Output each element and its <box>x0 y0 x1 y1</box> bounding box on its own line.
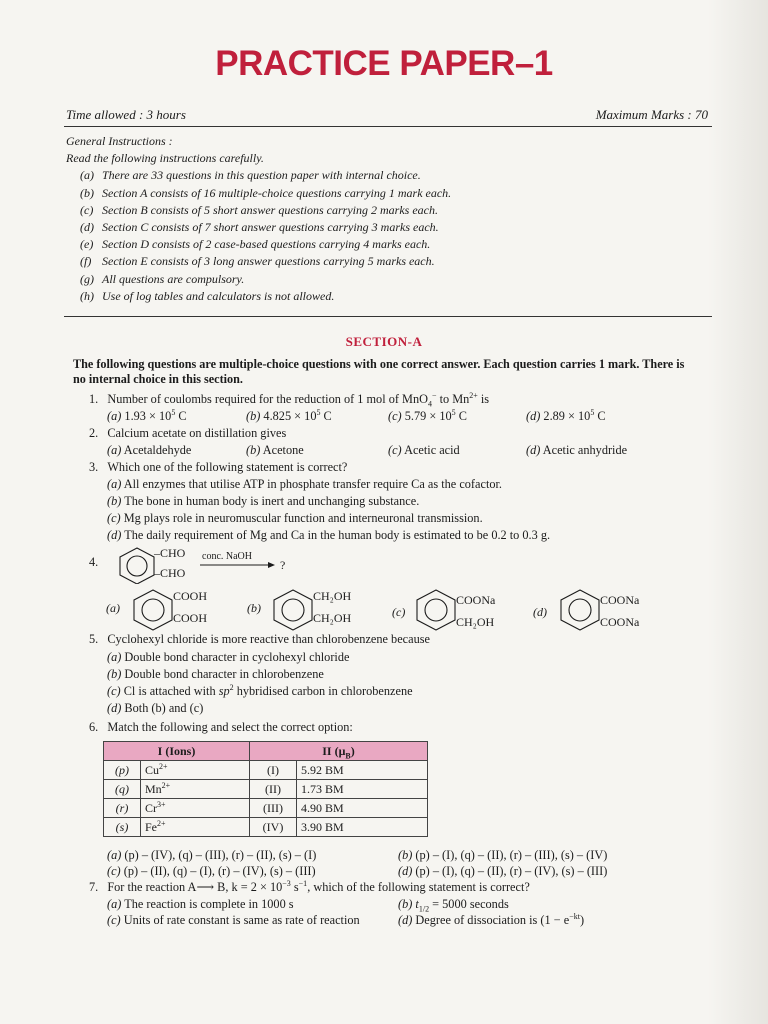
question-text: Which one of the following statement is correct? <box>107 460 348 474</box>
q2-option-b: (b) Acetone <box>246 443 304 457</box>
instruction-list <box>66 167 451 305</box>
match-table <box>103 741 428 837</box>
ion-cell: $Cu^{2+}$ <box>141 761 250 780</box>
q1-option-c: (c) $5.79 \times 10^5$ C <box>388 407 467 423</box>
q4-option-a-top: COOH <box>173 589 208 603</box>
question-text: Match the following and select the correct option: <box>107 720 353 734</box>
row-numeral: (III) <box>250 799 297 818</box>
ring-c <box>417 590 455 630</box>
q4-option-d-label: (d) <box>533 605 547 619</box>
instruction-text: Section D consists of 2 case-based questions carrying 4 marks each. <box>102 237 431 252</box>
instruction-label: (a) <box>80 168 94 183</box>
ring-a-inner <box>142 599 164 621</box>
question-4 <box>89 555 98 570</box>
instruction-text: Section B consists of 5 short answer questions carrying 2 marks each. <box>102 202 438 217</box>
moment-value: 4.90 BM <box>297 799 428 818</box>
question-text: Number of coulombs required for the reduction of 1 mol of MnO$_4$− to $Mn^{2+}$ is <box>107 390 490 409</box>
section-intro-line-1: The following questions are multiple-choice questions with one correct answer. Each question carries 1 mark. There is <box>73 357 685 371</box>
time-allowed: Time allowed : 3 hours <box>66 107 186 122</box>
question-3 <box>89 460 347 475</box>
q5-option-a: (a) Double bond character in cyclohexyl chloride <box>107 650 350 664</box>
instruction-label: (f) <box>80 254 92 269</box>
match-table-header <box>104 742 428 761</box>
q4-product: ? <box>280 558 286 572</box>
ion-cell: $Mn^{2+}$ <box>141 780 250 799</box>
page-edge-shadow <box>708 0 768 1024</box>
q7-option-c: (c) Units of rate constant is same as rate of reaction <box>107 913 360 927</box>
instruction-item <box>80 202 451 219</box>
q4-options <box>100 586 700 632</box>
row-label: (s) <box>104 818 141 837</box>
instruction-item <box>80 271 451 288</box>
read-line: Read the following instructions carefully. <box>66 151 264 166</box>
moment-value: 3.90 BM <box>297 818 428 837</box>
q4-reaction-diagram <box>100 544 330 584</box>
question-text: Cyclohexyl chloride is more reactive than chlorobenzene because <box>107 632 430 646</box>
column-ions: I (Ions) <box>104 742 250 761</box>
question-1 <box>89 392 489 407</box>
general-instructions <box>66 133 451 305</box>
q4-option-b-top: CH₂OH <box>313 589 352 603</box>
ion-cell: $Cr^{3+}$ <box>141 799 250 818</box>
instruction-item <box>80 185 451 202</box>
ring-b-inner <box>282 599 304 621</box>
moment-value: 5.92 BM <box>297 761 428 780</box>
instruction-text: Section E consists of 3 long answer questions carrying 5 marks each. <box>102 254 435 269</box>
instruction-label: (h) <box>80 288 94 303</box>
divider-mid <box>64 316 712 317</box>
ion-cell: $Fe^{2+}$ <box>141 818 250 837</box>
instruction-item <box>80 167 451 184</box>
q4-option-c-label: (c) <box>392 605 406 619</box>
section-title: SECTION-A <box>345 334 423 349</box>
q3-option-a: (a) All enzymes that utilise ATP in phosphate transfer require Ca as the cofactor. <box>107 477 502 491</box>
q4-option-a-label: (a) <box>106 601 120 615</box>
q5-option-c: (c) Cl is attached with $sp^2$ hybridised carbon in chlorobenzene <box>107 682 413 698</box>
q4-option-d-top: COONa <box>600 593 640 607</box>
q6-option-b: (b) (p) – (I), (q) – (II), (r) – (III), (s) – (IV) <box>398 848 608 862</box>
question-5 <box>89 632 430 647</box>
section-intro <box>73 357 723 387</box>
instruction-text: Use of log tables and calculators is not allowed. <box>102 288 335 303</box>
table-row <box>104 818 428 837</box>
question-number: 2. <box>89 426 99 440</box>
instruction-text: There are 33 questions in this question paper with internal choice. <box>102 168 421 183</box>
table-row <box>104 761 428 780</box>
arrow-head-icon <box>268 562 275 568</box>
table-row <box>104 780 428 799</box>
instruction-item <box>80 219 451 236</box>
q4-option-d-bottom: COONa <box>600 615 640 629</box>
question-text: Calcium acetate on distillation gives <box>107 426 287 440</box>
question-number: 6. <box>89 720 99 734</box>
row-numeral: (II) <box>250 780 297 799</box>
instruction-text: All questions are compulsory. <box>102 271 245 286</box>
instruction-text: Section A consists of 16 multiple-choice questions carrying 1 mark each. <box>102 185 452 200</box>
q7-option-a: (a) The reaction is complete in 1000 s <box>107 897 294 911</box>
q7-option-b: (b) $t_{1/2} = 5000$ seconds <box>398 897 509 914</box>
moment-value: 1.73 BM <box>297 780 428 799</box>
ring-a <box>134 590 172 630</box>
ring-d-inner <box>569 599 591 621</box>
q6-option-d: (d) (p) – (I), (q) – (II), (r) – (IV), (s) – (III) <box>398 864 608 878</box>
benzene-ring <box>120 548 154 584</box>
column-magnetic-moment: II $(\mu_B)$ <box>250 742 428 761</box>
general-heading: General Instructions : <box>66 134 173 148</box>
q4-option-b-label: (b) <box>247 601 261 615</box>
benzene-ring-inner <box>127 556 147 576</box>
instruction-label: (e) <box>80 237 94 252</box>
divider-top <box>64 126 712 127</box>
q3-option-b: (b) The bone in human body is inert and unchanging substance. <box>107 494 420 508</box>
q2-option-a: (a) Acetaldehyde <box>107 443 192 457</box>
q7-option-d: (d) Degree of dissociation is $(1 - e^{-kt})$ <box>398 911 585 927</box>
q1-option-b: (b) $4.825 \times 10^5$ C <box>246 407 332 423</box>
question-number: 3. <box>89 460 99 474</box>
section-intro-line-2: no internal choice in this section. <box>73 372 243 386</box>
question-number: 5. <box>89 632 99 646</box>
row-numeral: (IV) <box>250 818 297 837</box>
instruction-item <box>80 253 451 270</box>
q4-substituent-top: –CHO <box>154 546 186 560</box>
q5-option-b: (b) Double bond character in chlorobenzene <box>107 667 324 681</box>
q5-option-d: (d) Both (b) and (c) <box>107 701 204 715</box>
question-7 <box>89 880 530 895</box>
q2-option-d: (d) Acetic anhydride <box>526 443 628 457</box>
ring-c-inner <box>425 599 447 621</box>
q4-substituent-bottom: –CHO <box>154 566 186 580</box>
question-2 <box>89 426 286 441</box>
table-row <box>104 799 428 818</box>
instruction-item <box>80 236 451 253</box>
question-number: 7. <box>89 880 99 894</box>
q4-reagent: conc. NaOH <box>202 551 252 562</box>
row-label: (r) <box>104 799 141 818</box>
q4-option-a-bottom: COOH <box>173 611 208 625</box>
instruction-label: (c) <box>80 202 94 217</box>
paper-title: PRACTICE PAPER–1 <box>215 44 553 83</box>
q1-option-d: (d) $2.89 \times 10^5$ C <box>526 407 606 423</box>
maximum-marks: Maximum Marks : 70 <box>595 107 708 122</box>
ring-b <box>274 590 312 630</box>
question-number: 1. <box>89 392 99 406</box>
q4-option-c-top: COONa <box>456 593 496 607</box>
question-number: 4. <box>89 555 99 569</box>
instruction-label: (b) <box>80 185 94 200</box>
q3-option-c: (c) Mg plays role in neuromuscular function and interneuronal transmission. <box>107 511 483 525</box>
q6-option-c: (c) (p) – (II), (q) – (I), (r) – (IV), (s) – (III) <box>107 864 316 878</box>
q4-option-c-bottom: CH₂OH <box>456 615 495 629</box>
q1-option-a: (a) $1.93 \times 10^5$ C <box>107 407 187 423</box>
instruction-item <box>80 288 451 305</box>
ring-d <box>561 590 599 630</box>
row-label: (q) <box>104 780 141 799</box>
instruction-label: (d) <box>80 220 94 235</box>
question-text: For the reaction A⟶ B, $k = 2 \times 10^{-3}$ $s^{-1}$, which of the following statement is correct? <box>107 878 530 894</box>
q4-option-b-bottom: CH₂OH <box>313 611 352 625</box>
question-6 <box>89 720 353 735</box>
q2-option-c: (c) Acetic acid <box>388 443 460 457</box>
instruction-label: (g) <box>80 271 94 286</box>
row-label: (p) <box>104 761 141 780</box>
q6-option-a: (a) (p) – (IV), (q) – (III), (r) – (II), (s) – (I) <box>107 848 317 862</box>
instruction-text: Section C consists of 7 short answer questions carrying 3 marks each. <box>102 220 439 235</box>
row-numeral: (I) <box>250 761 297 780</box>
q3-option-d: (d) The daily requirement of Mg and Ca in the human body is estimated to be 0.2 to 0.3 g. <box>107 528 551 542</box>
